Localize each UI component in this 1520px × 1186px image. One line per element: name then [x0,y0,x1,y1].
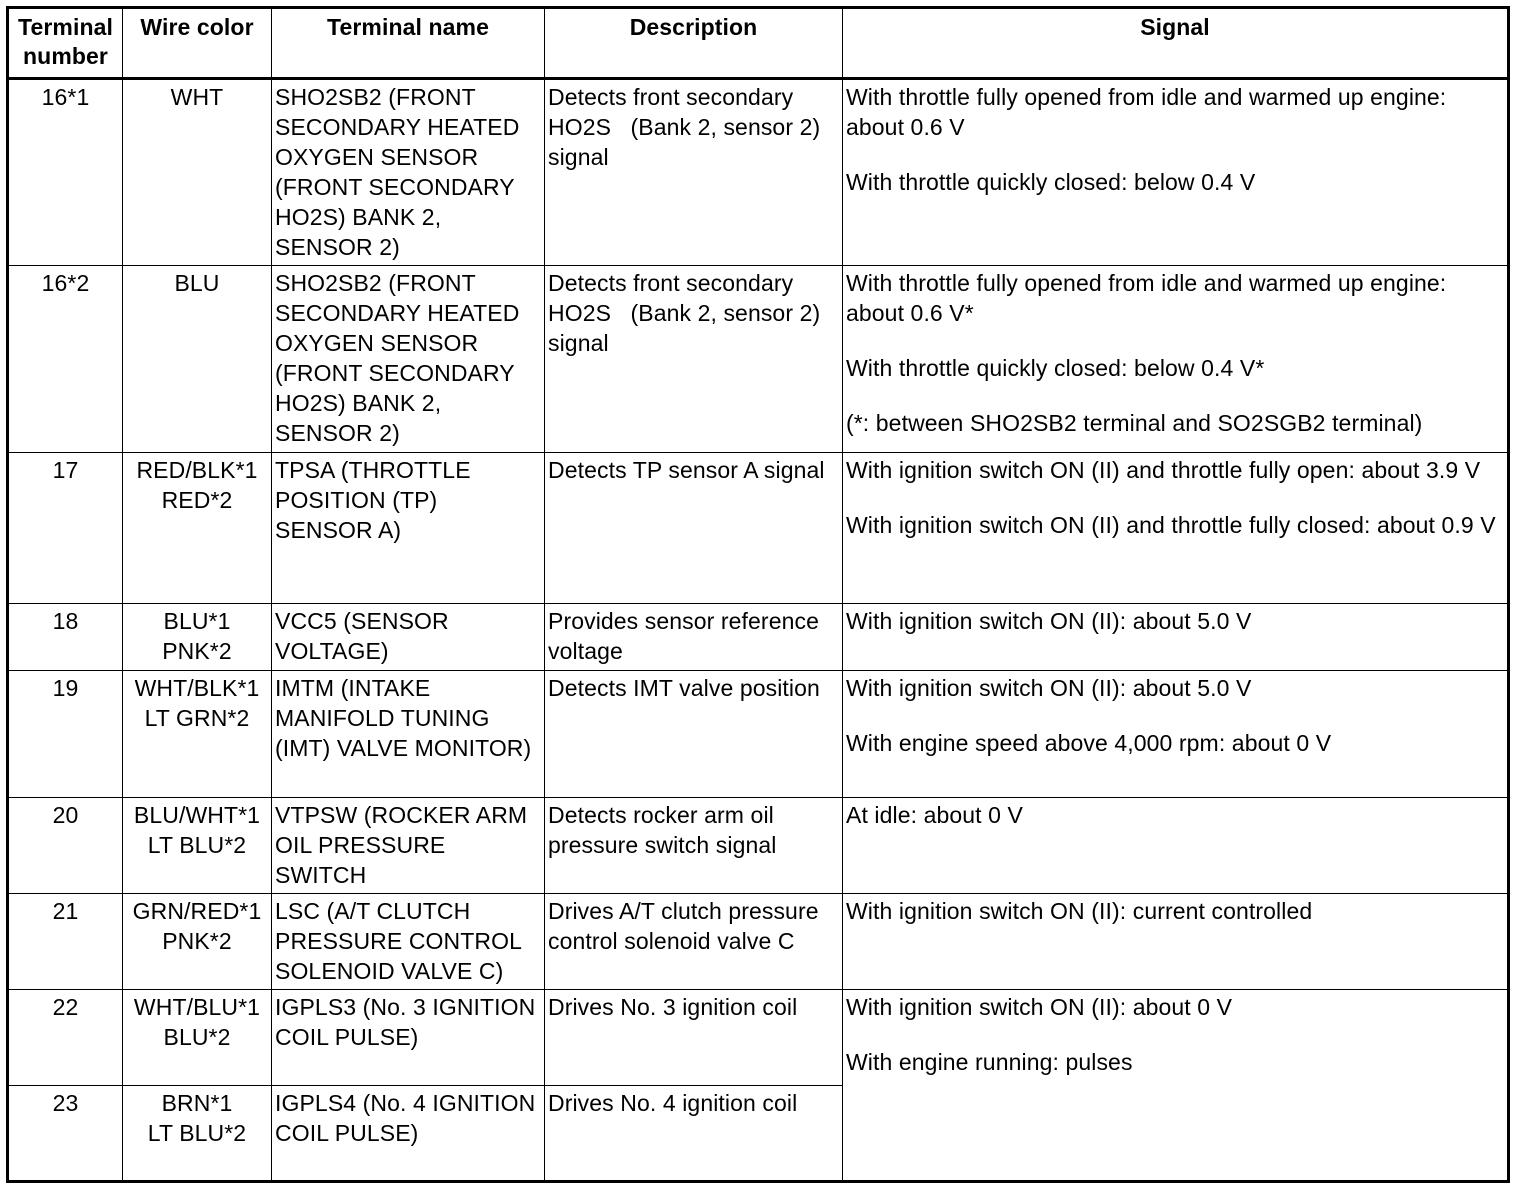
header-terminal-number: Terminal number [8,8,123,79]
header-terminal-name: Terminal name [272,8,545,79]
terminal-table [6,6,1510,1183]
signal-line: With throttle fully opened from idle and warmed up engine: about 0.6 V [846,84,1447,140]
signal-line: With ignition switch ON (II): about 5.0 V [846,608,1252,634]
terminal-name: SHO2SB2 (FRONT SECONDARY HEATED OXYGEN SENSOR (FRONT SECONDARY HO2S) BANK 2, SENSOR 2) [272,266,545,453]
wire-color-value: PNK*2 [162,928,232,954]
header-wire-color: Wire color [123,8,272,79]
wire-color [123,453,272,604]
signal-line: With ignition switch ON (II) and throttle fully closed: about 0.9 V [846,512,1496,538]
description: Detects front secondary HO2S (Bank 2, sensor 2) signal [545,79,843,266]
wire-color-value: LT GRN*2 [144,705,250,731]
wire-color-value: GRN/RED*1 [132,898,262,924]
table-row [8,894,1509,990]
table-row [8,798,1509,894]
signal [843,894,1509,990]
wire-color [123,894,272,990]
signal-line: With throttle quickly closed: below 0.4 V* [846,355,1265,381]
wire-color [123,1086,272,1182]
signal-line: With throttle fully opened from idle and warmed up engine: about 0.6 V* [846,270,1447,326]
terminal-number: 19 [8,671,123,798]
signal-line: With throttle quickly closed: below 0.4 V [846,169,1256,195]
terminal-number: 17 [8,453,123,604]
wire-color [123,798,272,894]
table-row [8,266,1509,453]
wire-color-value: BLU [174,270,220,296]
table-row [8,604,1509,671]
header-row [8,8,1509,79]
signal [843,990,1509,1182]
wire-color [123,990,272,1086]
signal [843,798,1509,894]
signal [843,266,1509,453]
wire-color-value: BLU/WHT*1 [133,802,261,828]
signal-line: At idle: about 0 V [846,802,1023,828]
terminal-number: 16*2 [8,266,123,453]
description: Detects front secondary HO2S (Bank 2, sensor 2) signal [545,266,843,453]
terminal-number: 21 [8,894,123,990]
terminal-number: 18 [8,604,123,671]
description: Drives No. 4 ignition coil [545,1086,843,1182]
terminal-name: IGPLS3 (No. 3 IGNITION COIL PULSE) [272,990,545,1086]
wire-color [123,604,272,671]
signal-line: With ignition switch ON (II) and throttle fully open: about 3.9 V [846,457,1481,483]
wire-color [123,266,272,453]
description: Detects TP sensor A signal [545,453,843,604]
wire-color-value: RED*2 [161,487,233,513]
terminal-number: 16*1 [8,79,123,266]
signal-line: With engine running: pulses [846,1049,1133,1075]
wire-color-value: LT BLU*2 [147,832,247,858]
signal [843,79,1509,266]
terminal-name: IGPLS4 (No. 4 IGNITION COIL PULSE) [272,1086,545,1182]
terminal-number: 23 [8,1086,123,1182]
description: Provides sensor reference voltage [545,604,843,671]
description: Detects IMT valve position [545,671,843,798]
signal-line: With ignition switch ON (II): current controlled [846,898,1313,924]
description: Drives A/T clutch pressure control solenoid valve C [545,894,843,990]
wire-color-value: RED/BLK*1 [136,457,258,483]
wire-color-value: WHT [170,84,224,110]
signal [843,453,1509,604]
terminal-number: 22 [8,990,123,1086]
signal-line: (*: between SHO2SB2 terminal and SO2SGB2 terminal) [846,410,1423,436]
terminal-name: VTPSW (ROCKER ARM OIL PRESSURE SWITCH [272,798,545,894]
terminal-name: VCC5 (SENSOR VOLTAGE) [272,604,545,671]
wire-color-value: LT BLU*2 [147,1120,247,1146]
terminal-name: IMTM (INTAKE MANIFOLD TUNING (IMT) VALVE MONITOR) [272,671,545,798]
wire-color-value: BLU*2 [163,1024,231,1050]
header-signal: Signal [843,8,1509,79]
table-row [8,990,1509,1086]
signal-line: With ignition switch ON (II): about 0 V [846,994,1233,1020]
description: Drives No. 3 ignition coil [545,990,843,1086]
signal [843,604,1509,671]
terminal-name: SHO2SB2 (FRONT SECONDARY HEATED OXYGEN SENSOR (FRONT SECONDARY HO2S) BANK 2, SENSOR 2) [272,79,545,266]
table-row [8,79,1509,266]
wire-color-value: WHT/BLU*1 [133,994,261,1020]
terminal-number: 20 [8,798,123,894]
signal-line: With engine speed above 4,000 rpm: about 0 V [846,730,1332,756]
wire-color [123,79,272,266]
terminal-name: LSC (A/T CLUTCH PRESSURE CONTROL SOLENOID VALVE C) [272,894,545,990]
wire-color-value: PNK*2 [162,638,232,664]
signal [843,671,1509,798]
wire-color-value: WHT/BLK*1 [134,675,260,701]
wire-color-value: BLU*1 [163,608,231,634]
description: Detects rocker arm oil pressure switch signal [545,798,843,894]
wire-color-value: BRN*1 [161,1090,233,1116]
table-row [8,671,1509,798]
signal-line: With ignition switch ON (II): about 5.0 V [846,675,1252,701]
terminal-name: TPSA (THROTTLE POSITION (TP) SENSOR A) [272,453,545,604]
table-row [8,453,1509,604]
header-description: Description [545,8,843,79]
wire-color [123,671,272,798]
